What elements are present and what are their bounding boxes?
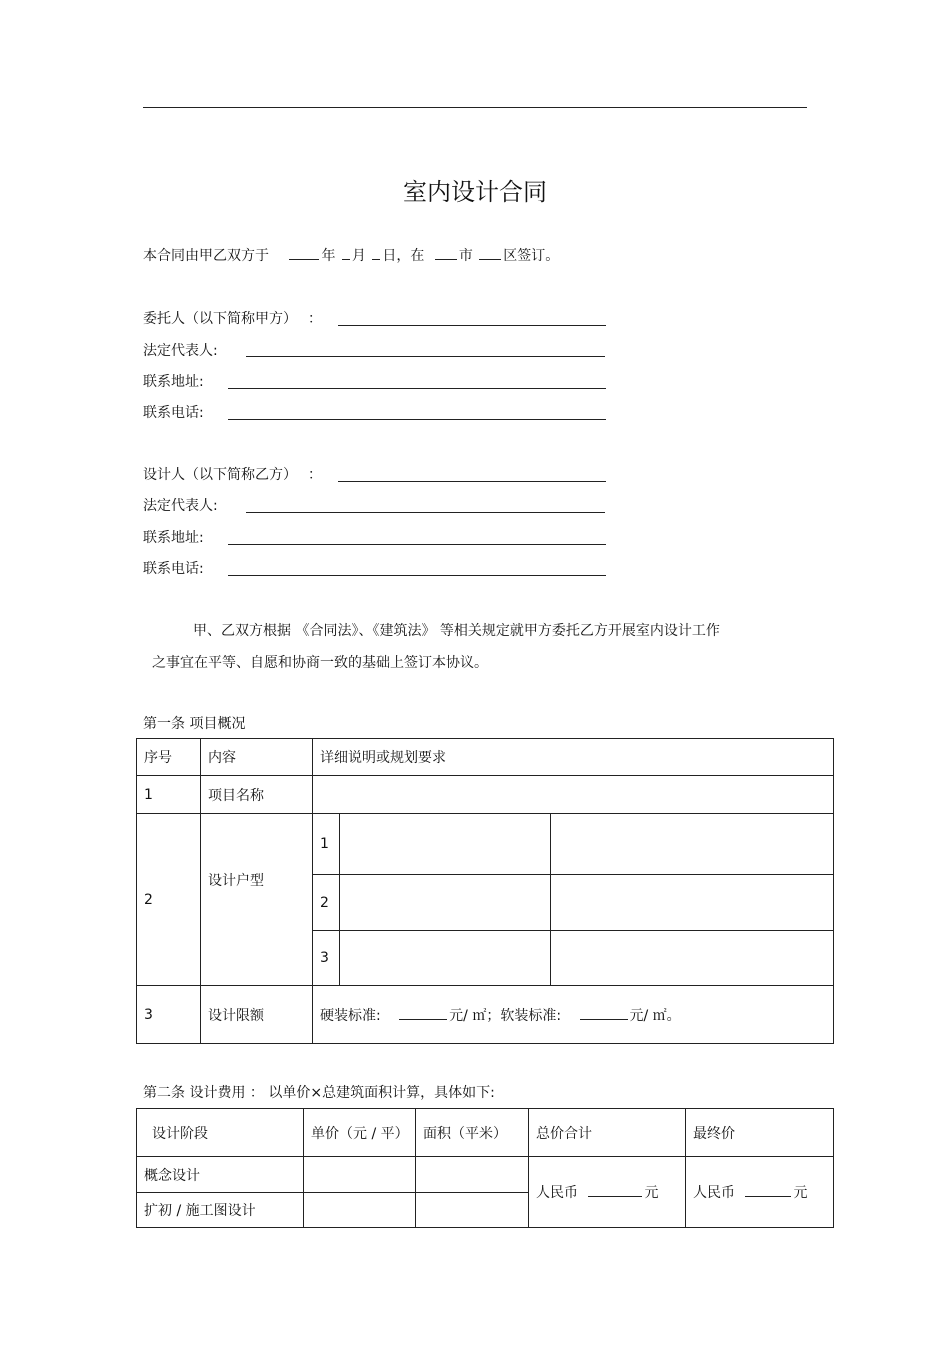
fee-stage-concept: 概念设计 bbox=[137, 1157, 304, 1193]
sign-intro: 本合同由甲乙双方于 bbox=[143, 248, 269, 264]
row2-sub-3-cell-b[interactable] bbox=[551, 931, 834, 986]
party-b-rep-field[interactable] bbox=[246, 512, 605, 513]
party-b-phone-field[interactable] bbox=[228, 575, 606, 576]
party-b-label-text: 设计人（以下简称乙方） bbox=[143, 467, 290, 483]
fee-header-area: 面积（平米） bbox=[416, 1109, 529, 1157]
row2-sub-2-cell-b[interactable] bbox=[551, 875, 834, 931]
fee-header-final: 最终价 bbox=[686, 1109, 834, 1157]
district-blank[interactable] bbox=[479, 245, 501, 260]
row3-detail bbox=[313, 986, 834, 1044]
final-amount-blank[interactable] bbox=[745, 1182, 791, 1197]
row1-detail-cell[interactable] bbox=[313, 776, 834, 814]
soft-standard-blank[interactable] bbox=[580, 1005, 628, 1020]
row1-seq: 1 bbox=[137, 776, 201, 814]
row2-sub-1: 1 bbox=[313, 814, 340, 875]
city-label: 市 bbox=[458, 248, 473, 264]
row2-sub-2-cell-a[interactable] bbox=[340, 875, 551, 931]
table-row bbox=[137, 814, 834, 875]
design-fee-table bbox=[136, 1108, 834, 1228]
article-1-heading: 第一条 项目概况 bbox=[143, 716, 246, 732]
city-blank[interactable] bbox=[435, 245, 457, 260]
total-amount-blank[interactable] bbox=[588, 1182, 642, 1197]
row3-seq: 3 bbox=[137, 986, 201, 1044]
district-label: 区签订。 bbox=[503, 248, 560, 264]
header-rule bbox=[143, 107, 807, 108]
party-b-colon: ： bbox=[308, 467, 322, 483]
party-b-label bbox=[143, 464, 322, 484]
article-2-heading: 第二条 设计费用 ： 以单价×总建筑面积计算，具体如下: bbox=[143, 1085, 495, 1101]
row2-sub-2: 2 bbox=[313, 875, 340, 931]
party-b-rep-label: 法定代表人: bbox=[143, 498, 218, 514]
party-a-label bbox=[143, 308, 322, 328]
signing-date-line bbox=[143, 245, 559, 265]
year-blank[interactable] bbox=[289, 245, 319, 260]
party-b-address-label: 联系地址: bbox=[143, 530, 204, 546]
total-cell bbox=[529, 1157, 686, 1228]
project-overview-table bbox=[136, 738, 834, 1044]
fee-header-stage: 设计阶段 bbox=[137, 1109, 304, 1157]
concept-area-cell[interactable] bbox=[416, 1157, 529, 1193]
party-b-name-field[interactable] bbox=[338, 481, 606, 482]
final-yuan: 元 bbox=[793, 1185, 808, 1201]
construction-unit-price-cell[interactable] bbox=[304, 1193, 416, 1228]
fee-header-row bbox=[137, 1109, 834, 1157]
table-header-row bbox=[137, 739, 834, 776]
hard-standard-blank[interactable] bbox=[399, 1005, 447, 1020]
fee-header-total: 总价合计 bbox=[529, 1109, 686, 1157]
party-a-name-field[interactable] bbox=[338, 325, 606, 326]
construction-area-cell[interactable] bbox=[416, 1193, 529, 1228]
preamble-line-1: 甲、乙双方根据 《合同法》、《建筑法》 等相关规定就甲方委托乙方开展室内设计工作 bbox=[193, 623, 720, 639]
month-blank[interactable] bbox=[342, 245, 350, 260]
row2-sub-1-cell-a[interactable] bbox=[340, 814, 551, 875]
year-label: 年 bbox=[321, 248, 336, 264]
contract-title: 室内设计合同 bbox=[403, 178, 547, 206]
party-a-phone-label: 联系电话: bbox=[143, 405, 204, 421]
row2-sub-3: 3 bbox=[313, 931, 340, 986]
party-a-rep-label: 法定代表人: bbox=[143, 343, 218, 359]
row2-content: 设计户型 bbox=[201, 814, 313, 986]
header-detail: 详细说明或规划要求 bbox=[313, 739, 834, 776]
party-a-label-text: 委托人（以下简称甲方） bbox=[143, 311, 290, 327]
header-content: 内容 bbox=[201, 739, 313, 776]
row2-sub-3-cell-a[interactable] bbox=[340, 931, 551, 986]
header-seq: 序号 bbox=[137, 739, 201, 776]
party-b-phone-label: 联系电话: bbox=[143, 561, 204, 577]
hard-standard-label: 硬装标准: bbox=[320, 1007, 381, 1024]
party-a-colon: ： bbox=[308, 311, 322, 327]
concept-unit-price-cell[interactable] bbox=[304, 1157, 416, 1193]
soft-unit-label: 元/ ㎡。 bbox=[629, 1007, 681, 1024]
party-a-phone-field[interactable] bbox=[228, 419, 606, 420]
party-b-address-field[interactable] bbox=[228, 544, 606, 545]
total-yuan: 元 bbox=[644, 1185, 659, 1201]
row1-content: 项目名称 bbox=[201, 776, 313, 814]
preamble-line-2: 之事宜在平等、自愿和协商一致的基础上签订本协议。 bbox=[152, 655, 488, 671]
hard-unit-soft-label: 元/ ㎡；软装标准: bbox=[449, 1007, 562, 1024]
row2-seq: 2 bbox=[137, 814, 201, 986]
day-blank[interactable] bbox=[372, 245, 380, 260]
party-a-rep-field[interactable] bbox=[246, 356, 605, 357]
fee-header-unit-price: 单价（元 / 平） bbox=[304, 1109, 416, 1157]
row3-content: 设计限额 bbox=[201, 986, 313, 1044]
table-row bbox=[137, 1157, 834, 1193]
row2-sub-1-cell-b[interactable] bbox=[551, 814, 834, 875]
fee-stage-construction: 扩初 / 施工图设计 bbox=[137, 1193, 304, 1228]
table-row bbox=[137, 986, 834, 1044]
party-a-address-label: 联系地址: bbox=[143, 374, 204, 390]
total-currency: 人民币 bbox=[536, 1185, 578, 1201]
final-currency: 人民币 bbox=[693, 1185, 735, 1201]
day-label: 日，在 bbox=[382, 248, 425, 264]
final-cell bbox=[686, 1157, 834, 1228]
month-label: 月 bbox=[351, 248, 366, 264]
table-row bbox=[137, 776, 834, 814]
party-a-address-field[interactable] bbox=[228, 388, 606, 389]
